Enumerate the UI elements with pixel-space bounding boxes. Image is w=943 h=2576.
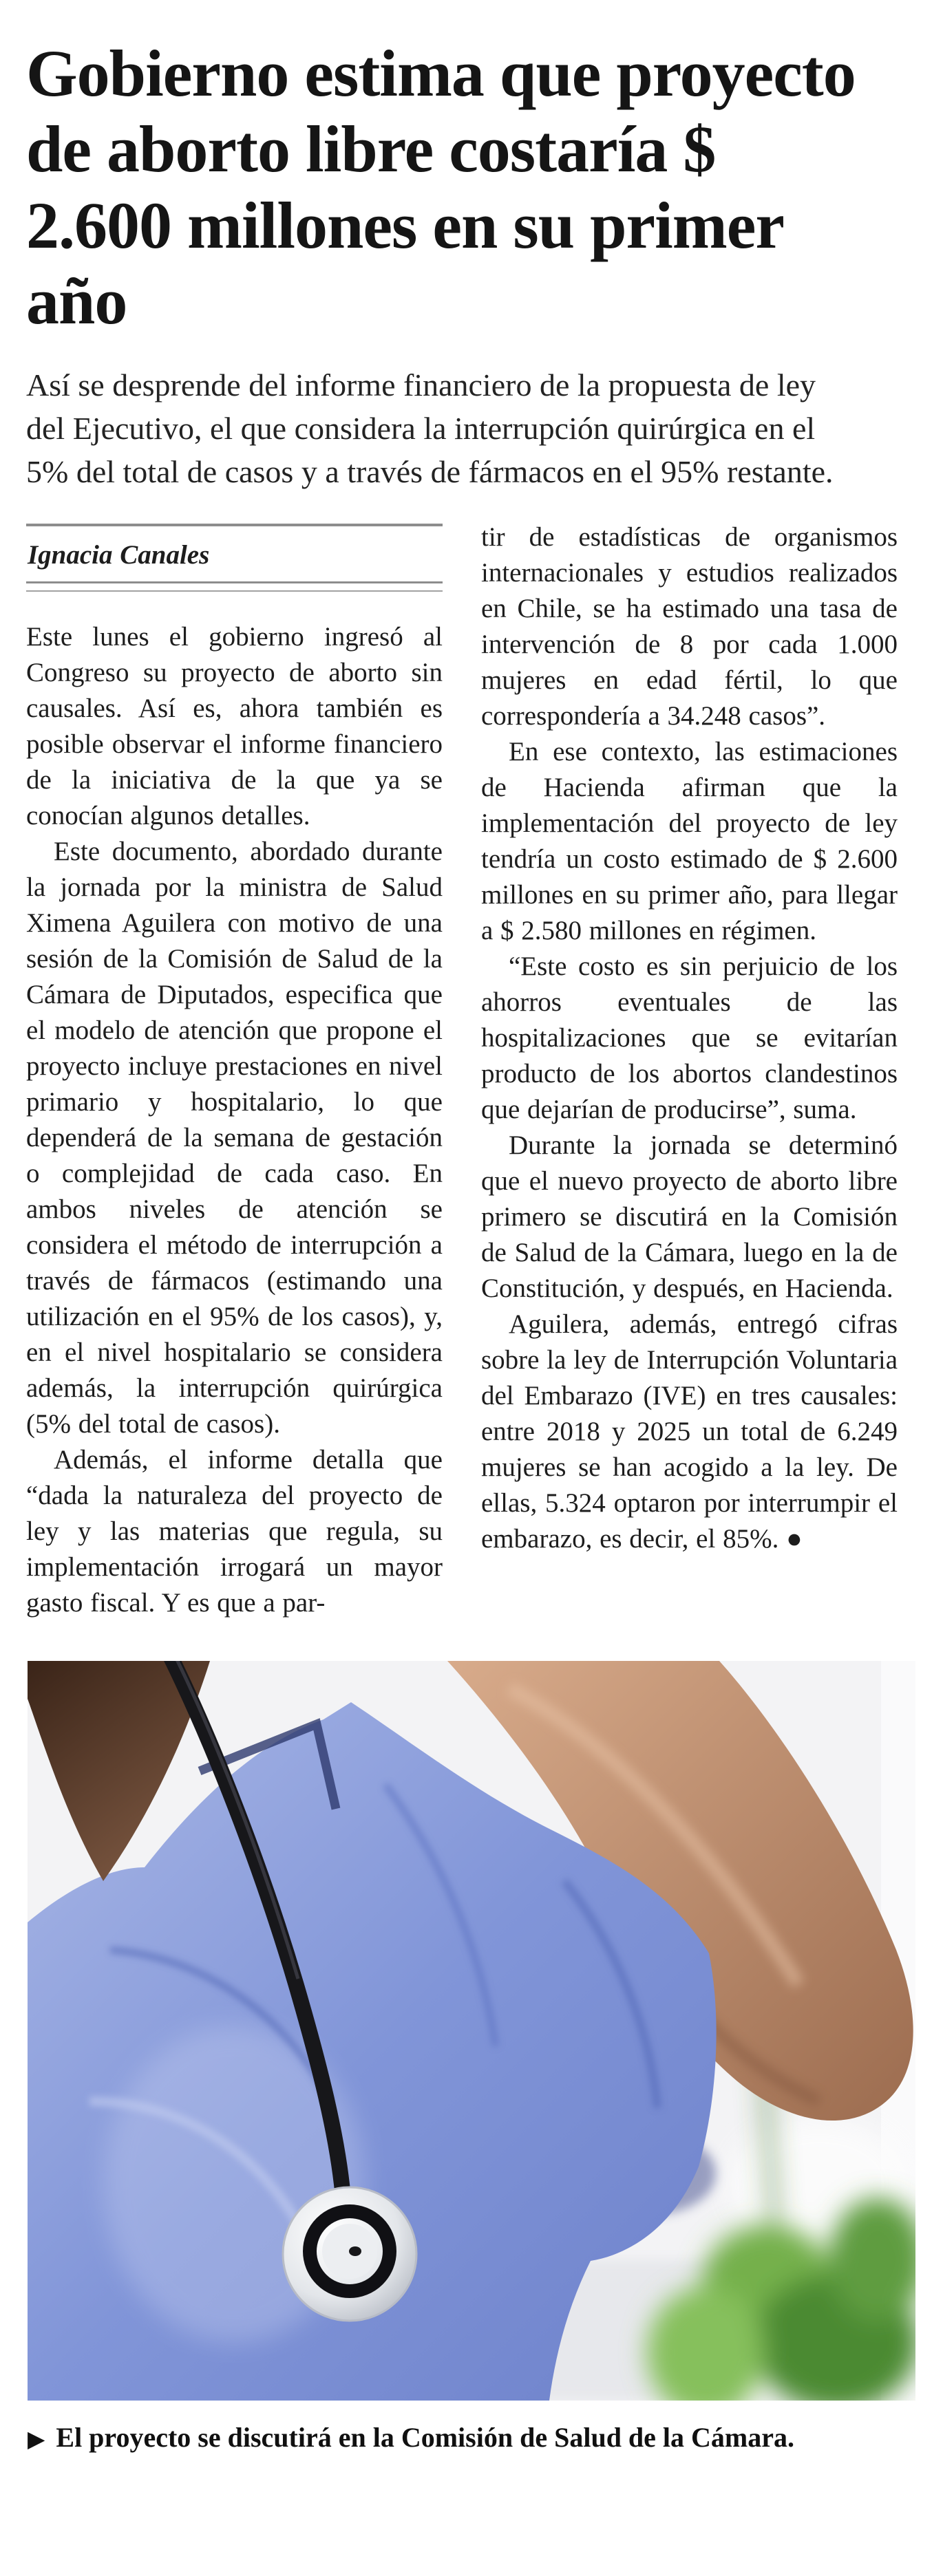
paragraph: tir de estadísticas de organismos internacionales y estudios realizados en Chile, se ha estimado una tasa de intervención de 8 por cada 1.000 mujeres en edad fértil, lo que correspondería a 34.248 casos”.	[481, 522, 898, 731]
paragraph: Aguilera, además, entregó cifras sobre la ley de Interrupción Voluntaria del Embarazo (IVE) en tres causales: entre 2018 y 2025 un total de 6.249 mujeres se han acogido a la ley. De ellas, 5.324 optaron por interrumpir el embarazo, es decir, el 85%. ●	[481, 1309, 898, 1554]
byline-rule-bottom	[26, 581, 443, 592]
headline: Gobierno estima que proyecto de aborto libre costaría $ 2.600 millones en su primer año	[26, 36, 856, 339]
paragraph: Además, el informe detalla que “dada la naturaleza del proyecto de ley y las materias que regula, su implementación irrogará un mayor gasto fiscal. Y es que a par-	[26, 1444, 443, 1618]
subheadline: Así se desprende del informe financiero de la propuesta de ley del Ejecutivo, el que considera la interrupción quirúrgica en el 5% del total de casos y a través de fármacos en el 95% restante.	[26, 367, 834, 489]
byline-block	[26, 524, 443, 592]
column-left	[26, 519, 443, 1621]
paragraph: Este documento, abordado durante la jornada por la ministra de Salud Ximena Aguilera con motivo de una sesión de la Comisión de Salud de la Cámara de Diputados, especifica que el modelo de atención que propone el proyecto incluye prestaciones en nivel primario y hospitalario, lo que dependerá de la semana de gestación o complejidad de cada caso. En ambos niveles de atención se considera el método de interrupción a través de fármacos (estimando una utilización en el 95% de los casos), y, en el nivel hospitalario se considera además, la interrupción quirúrgica (5% del total de casos).	[26, 836, 443, 1439]
byline: Ignacia Canales	[28, 539, 210, 570]
column-right	[481, 519, 898, 1557]
article-body	[26, 519, 917, 1621]
caption-text: El proyecto se discutirá en la Comisión de Salud de la Cámara.	[56, 2421, 795, 2453]
paragraph: Este lunes el gobierno ingresó al Congreso su proyecto de aborto sin causales. Así es, ahora también es posible observar el informe financiero de la iniciativa de la que ya se conocían algunos detalles.	[26, 621, 443, 830]
caption-arrow-icon: ▶	[28, 2425, 45, 2452]
article-photo	[28, 1661, 915, 2401]
paragraph: Durante la jornada se determinó que el nuevo proyecto de aborto libre primero se discutirá en la Comisión de Salud de la Cámara, luego en la de Constitución, y después, en Hacienda.	[481, 1130, 898, 1303]
paragraph: “Este costo es sin perjuicio de los ahorros eventuales de las hospitalizaciones que se evitarían producto de los abortos clandestinos que dejarían de producirse”, suma.	[481, 951, 898, 1124]
photo-caption	[28, 2421, 917, 2454]
paragraph: En ese contexto, las estimaciones de Hacienda afirman que la implementación del proyecto de ley tendría un costo estimado de $ 2.600 millones en su primer año, para llegar a $ 2.580 millones en régimen.	[481, 736, 898, 945]
photo-illustration	[28, 1661, 915, 2401]
